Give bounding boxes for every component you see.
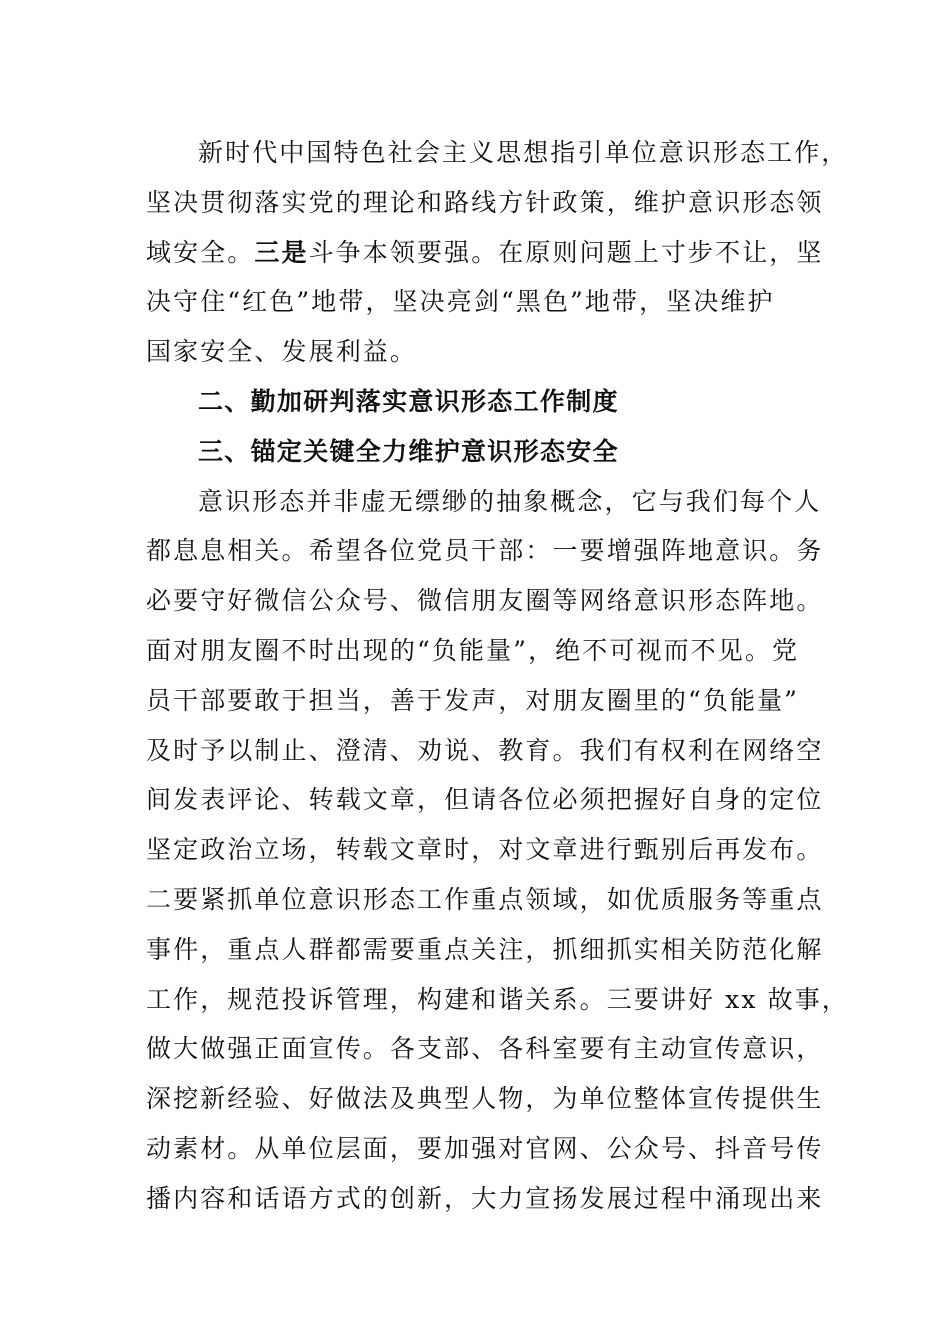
- paragraph-2-line: 动素材。从单位层面，要加强对官网、公众号、抖音号传: [146, 1133, 824, 1163]
- paragraph-1-line-2: 坚决贯彻落实党的理论和路线方针政策，维护意识形态领: [146, 187, 824, 217]
- paragraph-2-line: 意识形态并非虚无缥缈的抽象概念，它与我们每个人: [198, 486, 822, 516]
- paragraph-1-line-4: 决守住“红色”地带，坚决亮剑“黑色”地带，坚决维护: [146, 287, 775, 317]
- line-3-prefix: 域安全。: [146, 237, 255, 267]
- bold-marker-san-shi: 三是: [254, 237, 309, 267]
- paragraph-2-line: 都息息相关。希望各位党员干部：一要增强阵地意识。务: [146, 536, 824, 566]
- paragraph-2-line: 面对朋友圈不时出现的“负能量”，绝不可视而不见。党: [146, 635, 800, 665]
- paragraph-1-line-3: [146, 228, 824, 278]
- paragraph-2-line: 及时予以制止、澄清、劝说、教育。我们有权利在网络空: [146, 735, 824, 765]
- paragraph-2-line: 间发表评论、转载文章，但请各位必须把握好自身的定位: [146, 785, 824, 815]
- paragraph-1-line-5: 国家安全、发展利益。: [146, 337, 418, 367]
- section-heading-3: 三、锚定关键全力维护意识形态安全: [198, 436, 619, 466]
- paragraph-2-line: 深挖新经验、好做法及典型人物，为单位整体宣传提供生: [146, 1084, 824, 1114]
- paragraph-2-line: 播内容和话语方式的创新，大力宣扬发展过程中涌现出来: [146, 1183, 824, 1213]
- paragraph-2-line: 事件，重点人群都需要重点关注，抓细抓实相关防范化解: [146, 934, 824, 964]
- paragraph-2-line: 员干部要敢于担当，善于发声，对朋友圈里的“负能量”: [146, 685, 800, 715]
- paragraph-2-line: 坚定政治立场，转载文章时，对文章进行甄别后再发布。: [146, 835, 824, 865]
- paragraph-1-line-1: 新时代中国特色社会主义思想指引单位意识形态工作，: [198, 138, 849, 167]
- line-3-suffix: 斗争本领要强。在原则问题上寸步不让，坚: [308, 237, 824, 267]
- paragraph-2-line: 工作，规范投诉管理，构建和谐关系。三要讲好 xx 故事，: [146, 984, 849, 1014]
- section-heading-2: 二、勤加研判落实意识形态工作制度: [198, 386, 619, 416]
- paragraph-2-line: 二要紧抓单位意识形态工作重点领域，如优质服务等重点: [146, 884, 824, 914]
- paragraph-2-line: 必要守好微信公众号、微信朋友圈等网络意识形态阵地。: [146, 586, 824, 616]
- document-body: [146, 128, 849, 1224]
- paragraph-2-line: 做大做强正面宣传。各支部、各科室要有主动宣传意识，: [146, 1034, 824, 1064]
